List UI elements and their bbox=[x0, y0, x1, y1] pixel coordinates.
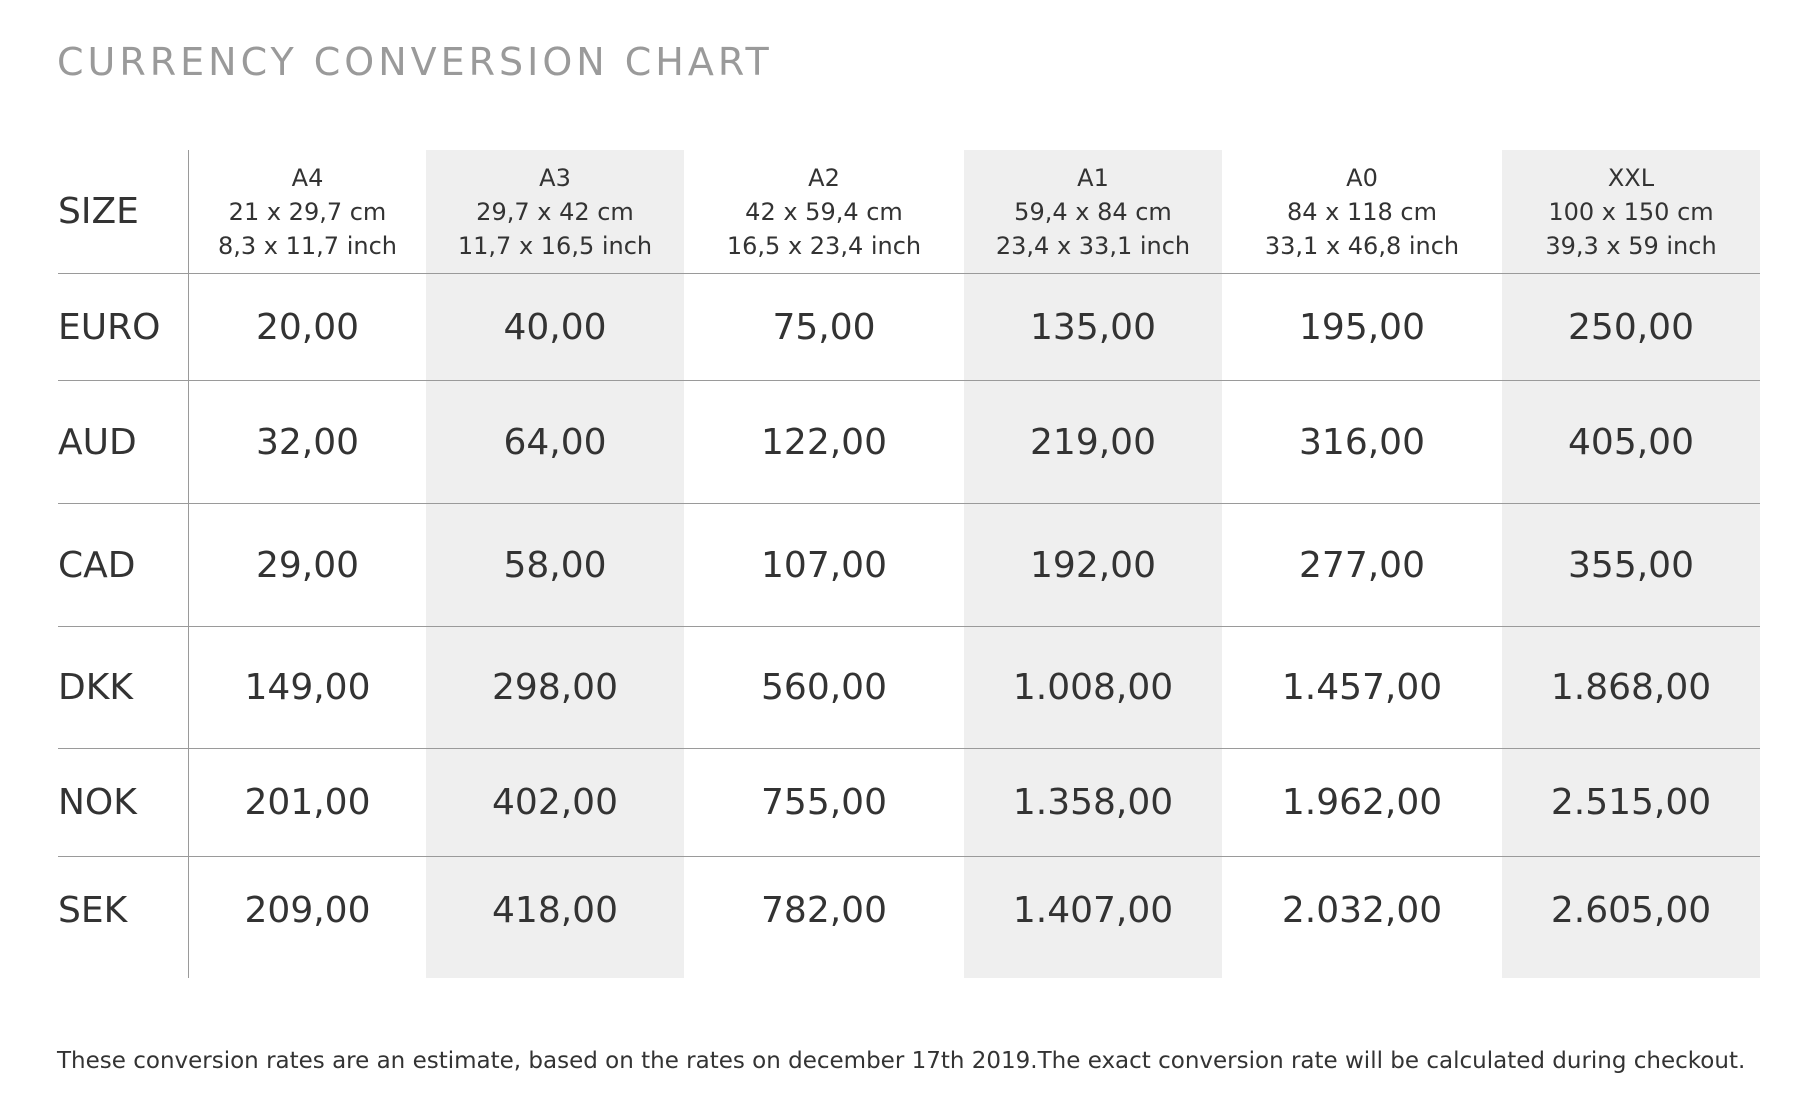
column-header-name: A3 bbox=[539, 163, 571, 192]
currency-label-nok: NOK bbox=[58, 782, 137, 823]
column-header-a3 bbox=[426, 150, 684, 273]
price-cell: 2.032,00 bbox=[1281, 889, 1443, 931]
column-header-a2 bbox=[684, 150, 964, 273]
currency-label-aud: AUD bbox=[58, 421, 137, 463]
price-cell: 782,00 bbox=[761, 889, 887, 931]
price-cell: 32,00 bbox=[255, 421, 360, 463]
price-cell: 1.962,00 bbox=[1281, 782, 1443, 823]
price-cell: 64,00 bbox=[503, 421, 607, 463]
column-header-inch: 16,5 x 23,4 inch bbox=[726, 231, 922, 260]
column-header-inch: 23,4 x 33,1 inch bbox=[995, 231, 1191, 260]
price-cell: 107,00 bbox=[761, 544, 887, 586]
price-cell: 355,00 bbox=[1568, 544, 1694, 586]
column-header-cm: 100 x 150 cm bbox=[1548, 197, 1714, 226]
column-header-a1 bbox=[964, 150, 1222, 273]
column-header-xxl bbox=[1502, 150, 1760, 273]
price-cell: 75,00 bbox=[772, 306, 876, 348]
size-label: SIZE bbox=[58, 191, 139, 232]
column-header-name: A4 bbox=[291, 163, 324, 192]
price-cell: 40,00 bbox=[503, 306, 607, 348]
price-cell: 149,00 bbox=[244, 667, 371, 708]
price-cell: 1.407,00 bbox=[1012, 889, 1174, 931]
column-header-name: A1 bbox=[1077, 163, 1109, 192]
price-cell: 316,00 bbox=[1299, 421, 1425, 463]
price-cell: 277,00 bbox=[1299, 544, 1425, 586]
price-cell: 135,00 bbox=[1030, 306, 1156, 348]
column-header-cm: 42 x 59,4 cm bbox=[745, 197, 903, 226]
column-header-a0 bbox=[1222, 150, 1502, 273]
currency-label-dkk: DKK bbox=[58, 667, 133, 708]
price-cell: 29,00 bbox=[255, 544, 360, 586]
price-cell: 201,00 bbox=[244, 782, 371, 823]
price-cell: 2.515,00 bbox=[1550, 782, 1712, 823]
price-cell: 195,00 bbox=[1299, 306, 1425, 348]
column-header-cm: 59,4 x 84 cm bbox=[1014, 197, 1172, 226]
price-cell: 1.457,00 bbox=[1281, 667, 1443, 708]
currency-label-sek: SEK bbox=[58, 889, 128, 931]
price-cell: 402,00 bbox=[492, 782, 618, 823]
column-header-name: A2 bbox=[808, 163, 840, 192]
currency-label-cad: CAD bbox=[58, 544, 136, 586]
price-cell: 418,00 bbox=[492, 889, 618, 931]
price-cell: 58,00 bbox=[503, 544, 607, 586]
column-header-name: XXL bbox=[1607, 163, 1655, 192]
price-cell: 209,00 bbox=[244, 889, 371, 931]
price-cell: 192,00 bbox=[1030, 544, 1156, 586]
price-cell: 1.008,00 bbox=[1012, 667, 1174, 708]
price-cell: 560,00 bbox=[761, 667, 887, 708]
footnote: These conversion rates are an estimate, based on the rates on december 17th 2019.The exact conversion rate will be calculated during checkout. bbox=[57, 1048, 1746, 1074]
page-title: CURRENCY CONVERSION CHART bbox=[57, 40, 773, 84]
column-header-cm: 84 x 118 cm bbox=[1286, 197, 1437, 226]
price-cell: 755,00 bbox=[761, 782, 887, 823]
price-cell: 219,00 bbox=[1030, 421, 1156, 463]
column-header-a4 bbox=[189, 150, 426, 273]
price-cell: 122,00 bbox=[761, 421, 887, 463]
price-cell: 1.868,00 bbox=[1550, 667, 1712, 708]
price-cell: 298,00 bbox=[492, 667, 618, 708]
conversion-table bbox=[58, 150, 1760, 978]
price-cell: 20,00 bbox=[255, 306, 360, 348]
price-cell: 250,00 bbox=[1568, 306, 1694, 348]
column-header-cm: 29,7 x 42 cm bbox=[476, 197, 634, 226]
currency-label-euro: EURO bbox=[58, 306, 161, 348]
column-header-cm: 21 x 29,7 cm bbox=[228, 197, 387, 226]
column-header-inch: 39,3 x 59 inch bbox=[1545, 231, 1717, 260]
column-header-name: A0 bbox=[1346, 163, 1378, 192]
column-header-inch: 11,7 x 16,5 inch bbox=[457, 231, 653, 260]
price-cell: 1.358,00 bbox=[1012, 782, 1174, 823]
price-cell: 405,00 bbox=[1568, 421, 1694, 463]
price-cell: 2.605,00 bbox=[1550, 889, 1712, 931]
column-header-inch: 33,1 x 46,8 inch bbox=[1264, 231, 1460, 260]
column-header-inch: 8,3 x 11,7 inch bbox=[218, 231, 397, 260]
